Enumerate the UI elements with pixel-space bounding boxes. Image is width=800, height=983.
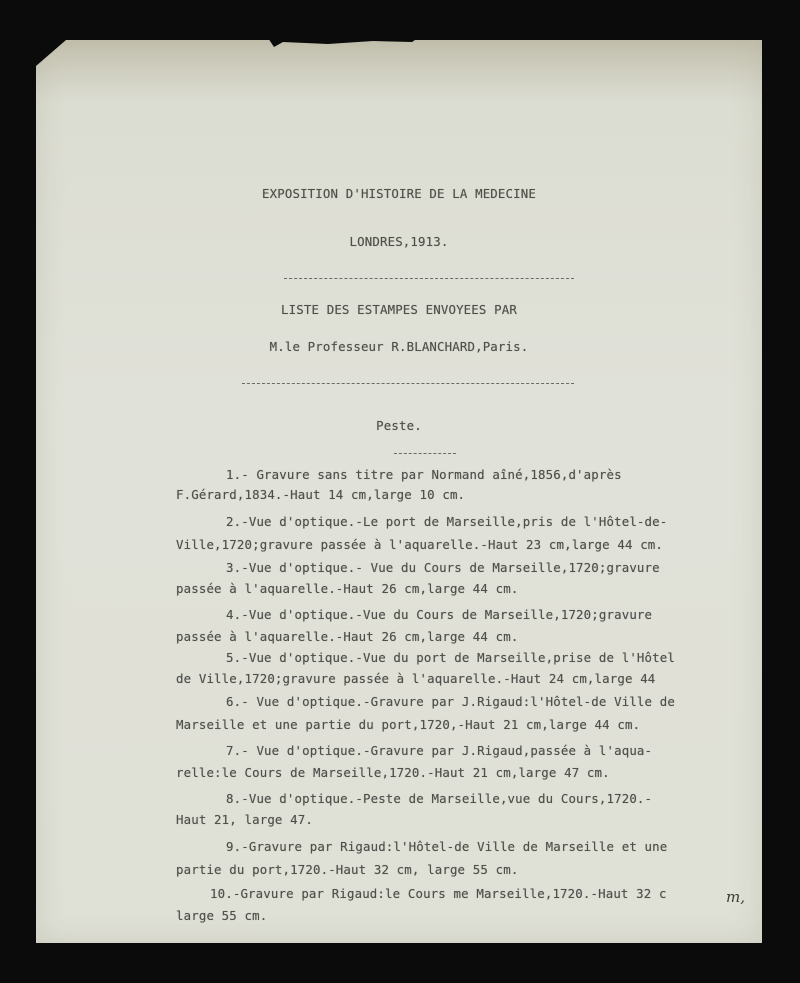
entry-5-line-1: 5.-Vue d'optique.-Vue du port de Marseille,prise de l'Hôtel — [226, 650, 675, 665]
list-heading: LISTE DES ESTAMPES ENVOYEES PAR — [281, 302, 517, 317]
entry-1-line-2: F.Gérard,1834.-Haut 14 cm,large 10 cm. — [176, 487, 466, 502]
entry-9-line-2: partie du port,1720.-Haut 32 cm, large 55 cm. — [176, 862, 519, 877]
entry-4-line-1: 4.-Vue d'optique.-Vue du Cours de Marseille,1720;gravure — [226, 607, 653, 622]
entry-8-line-2: Haut 21, large 47. — [176, 812, 313, 827]
entry-10-line-1: 10.-Gravure par Rigaud:le Cours me Marseille,1720.-Haut 32 c — [210, 886, 667, 901]
handwritten-annotation: m, — [726, 888, 745, 906]
entry-8-line-1: 8.-Vue d'optique.-Peste de Marseille,vue du Cours,1720.- — [226, 791, 653, 806]
divider-top — [284, 278, 574, 279]
entry-6-line-1: 6.- Vue d'optique.-Gravure par J.Rigaud:l'Hôtel-de Ville de — [226, 694, 675, 709]
section-underline — [394, 453, 456, 454]
sender-line: M.le Professeur R.BLANCHARD,Paris. — [269, 339, 529, 354]
paper-stain — [36, 40, 762, 100]
document-title: EXPOSITION D'HISTOIRE DE LA MEDECINE — [262, 186, 536, 201]
entry-4-line-2: passée à l'aquarelle.-Haut 26 cm,large 44 cm. — [176, 629, 519, 644]
torn-edge — [268, 40, 418, 48]
section-heading: Peste. — [376, 418, 422, 433]
entry-7-line-1: 7.- Vue d'optique.-Gravure par J.Rigaud,passée à l'aqua- — [226, 743, 653, 758]
entry-5-line-2: de Ville,1720;gravure passée à l'aquarelle.-Haut 24 cm,large 44 — [176, 671, 656, 686]
entry-7-line-2: relle:le Cours de Marseille,1720.-Haut 21 cm,large 47 cm. — [176, 765, 610, 780]
torn-corner — [36, 40, 66, 66]
entry-3-line-2: passée à l'aquarelle.-Haut 26 cm,large 44 cm. — [176, 581, 519, 596]
entry-1-line-1: 1.- Gravure sans titre par Normand aîné,1856,d'après — [226, 467, 622, 482]
entry-10-line-2: large 55 cm. — [176, 908, 268, 923]
entry-2-line-1: 2.-Vue d'optique.-Le port de Marseille,pris de l'Hôtel-de- — [226, 514, 668, 529]
divider-middle — [242, 383, 574, 384]
entry-6-line-2: Marseille et une partie du port,1720,-Haut 21 cm,large 44 cm. — [176, 717, 641, 732]
place-date: LONDRES,1913. — [349, 234, 449, 249]
entry-3-line-1: 3.-Vue d'optique.- Vue du Cours de Marseille,1720;gravure — [226, 560, 660, 575]
entry-2-line-2: Ville,1720;gravure passée à l'aquarelle.-Haut 23 cm,large 44 cm. — [176, 537, 664, 552]
typed-document-page — [36, 40, 762, 943]
entry-9-line-1: 9.-Gravure par Rigaud:l'Hôtel-de Ville de Marseille et une — [226, 839, 668, 854]
